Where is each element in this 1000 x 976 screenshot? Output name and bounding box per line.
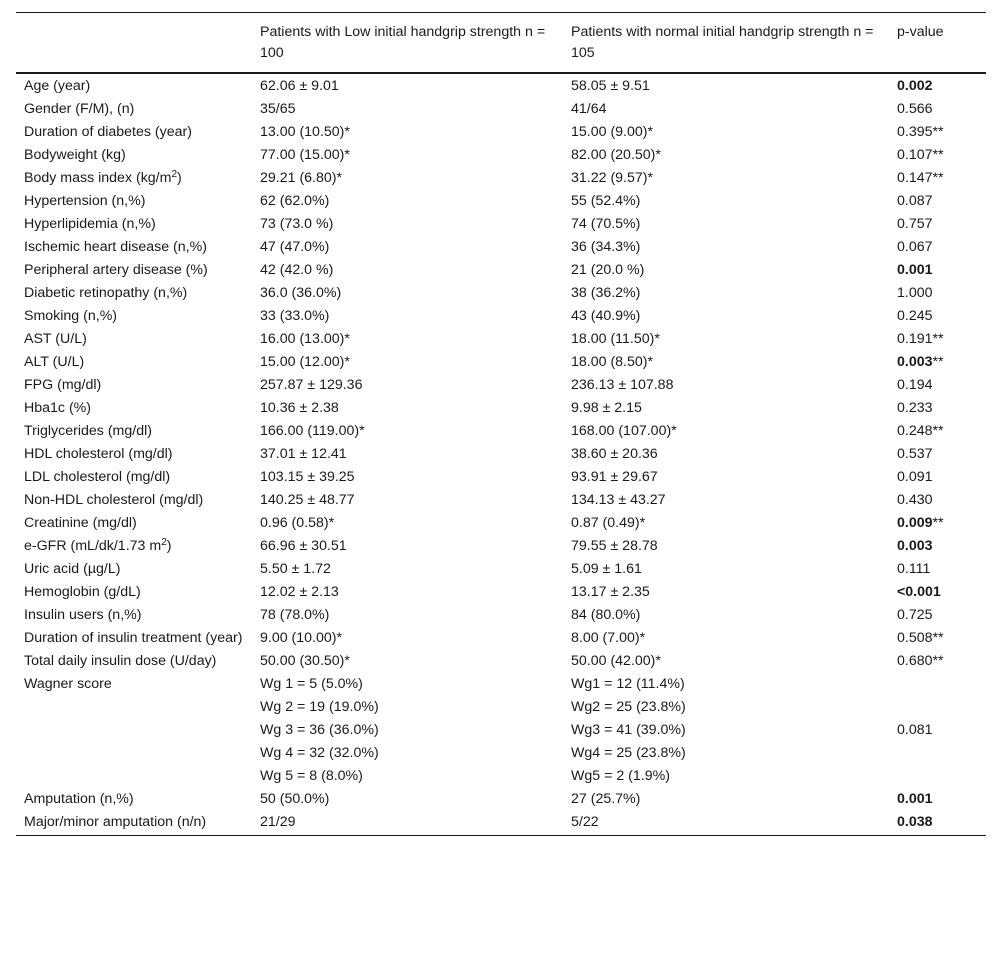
low-handgrip-value: 12.02 ± 2.13 bbox=[260, 584, 339, 600]
normal-handgrip-value: 18.00 (11.50)* bbox=[571, 331, 660, 347]
p-value-number: 0.087 bbox=[897, 193, 933, 209]
normal-handgrip-value: 79.55 ± 28.78 bbox=[571, 538, 658, 554]
low-handgrip-value: Wg 2 = 19 (19.0%) bbox=[260, 699, 379, 715]
p-value bbox=[889, 144, 986, 167]
p-value-number: 1.000 bbox=[897, 285, 933, 301]
normal-handgrip-value: 9.98 ± 2.15 bbox=[571, 400, 642, 416]
p-value-number: 0.107 bbox=[897, 147, 933, 163]
p-value-number: 0.147 bbox=[897, 170, 933, 186]
low-handgrip-value: 37.01 ± 12.41 bbox=[260, 446, 347, 462]
low-handgrip-value: 62.06 ± 9.01 bbox=[260, 78, 339, 94]
row-label bbox=[16, 719, 252, 742]
header-normal-handgrip: Patients with normal initial handgrip strength n = 105 bbox=[571, 24, 874, 61]
header-variable bbox=[16, 13, 252, 74]
normal-handgrip-value: 8.00 (7.00)* bbox=[571, 630, 646, 646]
p-value bbox=[889, 190, 986, 213]
table-row bbox=[16, 259, 986, 282]
p-value-number: 0.003 bbox=[897, 354, 933, 370]
normal-handgrip-value: 5/22 bbox=[571, 814, 599, 830]
row-label: Hemoglobin (g/dL) bbox=[24, 584, 141, 600]
table-row bbox=[16, 788, 986, 811]
table-row bbox=[16, 466, 986, 489]
normal-handgrip-value: 236.13 ± 107.88 bbox=[571, 377, 674, 393]
normal-handgrip-value: 41/64 bbox=[571, 101, 607, 117]
table-row bbox=[16, 650, 986, 673]
normal-handgrip-value: 134.13 ± 43.27 bbox=[571, 492, 666, 508]
normal-handgrip-value: 38.60 ± 20.36 bbox=[571, 446, 658, 462]
row-label: e-GFR (mL/dk/1.73 $m^2$) bbox=[24, 537, 172, 554]
p-value bbox=[889, 420, 986, 443]
p-value-number: 0.091 bbox=[897, 469, 933, 485]
p-value-number: 0.001 bbox=[897, 262, 933, 278]
table-row bbox=[16, 374, 986, 397]
low-handgrip-value: 15.00 (12.00)* bbox=[260, 354, 350, 370]
row-label: ALT (U/L) bbox=[24, 354, 85, 370]
p-value bbox=[889, 466, 986, 489]
table-row bbox=[16, 627, 986, 650]
p-value-number: <0.001 bbox=[897, 584, 941, 600]
low-handgrip-value: 166.00 (119.00)* bbox=[260, 423, 365, 439]
table-row bbox=[16, 696, 986, 719]
normal-handgrip-value: 168.00 (107.00)* bbox=[571, 423, 677, 439]
normal-handgrip-value: 31.22 (9.57)* bbox=[571, 170, 654, 186]
normal-handgrip-value: 15.00 (9.00)* bbox=[571, 124, 654, 140]
p-value bbox=[889, 98, 986, 121]
normal-handgrip-value: Wg2 = 25 (23.8%) bbox=[571, 699, 686, 715]
p-value: 0.081 bbox=[897, 722, 933, 738]
low-handgrip-value: 36.0 (36.0%) bbox=[260, 285, 342, 301]
row-label: Uric acid (µg/L) bbox=[24, 561, 121, 577]
normal-handgrip-value: Wg4 = 25 (23.8%) bbox=[571, 745, 686, 761]
p-value bbox=[889, 73, 986, 98]
normal-handgrip-value: 18.00 (8.50)* bbox=[571, 354, 654, 370]
p-value-number: 0.002 bbox=[897, 78, 933, 94]
p-value-footnote: ** bbox=[932, 515, 944, 531]
p-value-footnote: ** bbox=[932, 147, 944, 163]
row-label: AST (U/L) bbox=[24, 331, 87, 347]
table-row bbox=[16, 420, 986, 443]
p-value-number: 0.508 bbox=[897, 630, 933, 646]
header-p-value: p-value bbox=[897, 24, 944, 40]
row-label: Diabetic retinopathy (n,%) bbox=[24, 285, 188, 301]
p-value bbox=[889, 236, 986, 259]
p-value-number: 0.001 bbox=[897, 791, 933, 807]
header-low-handgrip: Patients with Low initial handgrip strength n = 100 bbox=[260, 24, 546, 61]
p-value bbox=[889, 282, 986, 305]
low-handgrip-value: 50 (50.0%) bbox=[260, 791, 330, 807]
normal-handgrip-value: Wg1 = 12 (11.4%) bbox=[571, 676, 685, 692]
low-handgrip-value: Wg 5 = 8 (8.0%) bbox=[260, 768, 363, 784]
label-superscript: 2 bbox=[161, 537, 167, 548]
table-row bbox=[16, 719, 986, 742]
p-value bbox=[889, 604, 986, 627]
table-row bbox=[16, 811, 986, 836]
table-row bbox=[16, 73, 986, 98]
p-value-footnote: ** bbox=[932, 170, 944, 186]
row-label: HDL cholesterol (mg/dl) bbox=[24, 446, 173, 462]
row-label: Major/minor amputation (n/n) bbox=[24, 814, 207, 830]
normal-handgrip-value: 38 (36.2%) bbox=[571, 285, 641, 301]
low-handgrip-value: 35/65 bbox=[260, 101, 296, 117]
p-value bbox=[889, 167, 986, 190]
table-row bbox=[16, 535, 986, 558]
p-value-number: 0.430 bbox=[897, 492, 933, 508]
p-value-footnote: ** bbox=[932, 423, 944, 439]
normal-handgrip-value: 58.05 ± 9.51 bbox=[571, 78, 650, 94]
row-label: FPG (mg/dl) bbox=[24, 377, 102, 393]
table-row bbox=[16, 765, 986, 788]
p-value-number: 0.757 bbox=[897, 216, 933, 232]
p-value-footnote: ** bbox=[932, 124, 944, 140]
low-handgrip-value: 257.87 ± 129.36 bbox=[260, 377, 363, 393]
table-row bbox=[16, 512, 986, 535]
normal-handgrip-value: 74 (70.5%) bbox=[571, 216, 641, 232]
low-handgrip-value: 77.00 (15.00)* bbox=[260, 147, 350, 163]
p-value-number: 0.248 bbox=[897, 423, 933, 439]
p-value bbox=[889, 811, 986, 836]
row-label bbox=[16, 765, 252, 788]
row-label bbox=[16, 696, 252, 719]
low-handgrip-value: 9.00 (10.00)* bbox=[260, 630, 343, 646]
p-value-footnote: ** bbox=[932, 354, 944, 370]
p-value-number: 0.725 bbox=[897, 607, 933, 623]
row-label: Total daily insulin dose (U/day) bbox=[24, 653, 217, 669]
p-value-number: 0.003 bbox=[897, 538, 933, 554]
normal-handgrip-value: 93.91 ± 29.67 bbox=[571, 469, 658, 485]
p-value-number: 0.009 bbox=[897, 515, 933, 531]
data-table bbox=[16, 12, 986, 836]
p-value bbox=[889, 535, 986, 558]
p-value bbox=[889, 788, 986, 811]
row-label: Hypertension (n,%) bbox=[24, 193, 146, 209]
low-handgrip-value: 13.00 (10.50)* bbox=[260, 124, 350, 140]
low-handgrip-value: 140.25 ± 48.77 bbox=[260, 492, 355, 508]
normal-handgrip-value: 0.87 (0.49)* bbox=[571, 515, 646, 531]
table-row bbox=[16, 328, 986, 351]
row-label: Smoking (n,%) bbox=[24, 308, 118, 324]
p-value bbox=[889, 121, 986, 144]
p-value bbox=[889, 673, 986, 696]
p-value bbox=[889, 696, 986, 719]
p-value bbox=[889, 374, 986, 397]
p-value-number: 0.111 bbox=[897, 561, 931, 577]
p-value bbox=[889, 627, 986, 650]
low-handgrip-value: 21/29 bbox=[260, 814, 296, 830]
table-row bbox=[16, 397, 986, 420]
row-label: Hba1c (%) bbox=[24, 400, 92, 416]
p-value bbox=[889, 765, 986, 788]
low-handgrip-value: 29.21 (6.80)* bbox=[260, 170, 343, 186]
row-label: Duration of insulin treatment (year) bbox=[24, 630, 243, 646]
p-value-number: 0.566 bbox=[897, 101, 933, 117]
table-row bbox=[16, 144, 986, 167]
p-value bbox=[889, 443, 986, 466]
p-value-footnote: ** bbox=[932, 653, 944, 669]
normal-handgrip-value: 43 (40.9%) bbox=[571, 308, 641, 324]
p-value bbox=[889, 512, 986, 535]
normal-handgrip-value: 36 (34.3%) bbox=[571, 239, 641, 255]
low-handgrip-value: 0.96 (0.58)* bbox=[260, 515, 335, 531]
table-container bbox=[16, 12, 986, 836]
table-row bbox=[16, 121, 986, 144]
table-row bbox=[16, 236, 986, 259]
p-value-number: 0.067 bbox=[897, 239, 933, 255]
label-superscript: 2 bbox=[171, 169, 178, 180]
table-row bbox=[16, 213, 986, 236]
p-value-number: 0.233 bbox=[897, 400, 933, 416]
p-value bbox=[889, 213, 986, 236]
table-row bbox=[16, 604, 986, 627]
row-label: Hyperlipidemia (n,%) bbox=[24, 216, 156, 232]
p-value-footnote: ** bbox=[932, 630, 944, 646]
p-value-number: 0.395 bbox=[897, 124, 933, 140]
table-row bbox=[16, 443, 986, 466]
p-value bbox=[889, 558, 986, 581]
p-value-number: 0.038 bbox=[897, 814, 933, 830]
p-value bbox=[889, 259, 986, 282]
row-label: Ischemic heart disease (n,%) bbox=[24, 239, 207, 255]
row-label: LDL cholesterol (mg/dl) bbox=[24, 469, 171, 485]
table-row bbox=[16, 190, 986, 213]
low-handgrip-value: Wg 3 = 36 (36.0%) bbox=[260, 722, 379, 738]
p-value-number: 0.194 bbox=[897, 377, 933, 393]
low-handgrip-value: 47 (47.0%) bbox=[260, 239, 330, 255]
normal-handgrip-value: Wg5 = 2 (1.9%) bbox=[571, 768, 670, 784]
normal-handgrip-value: 5.09 ± 1.61 bbox=[571, 561, 642, 577]
low-handgrip-value: 73 (73.0 %) bbox=[260, 216, 334, 232]
row-label: Peripheral artery disease (%) bbox=[24, 262, 208, 278]
row-label: Non-HDL cholesterol (mg/dl) bbox=[24, 492, 204, 508]
p-value bbox=[889, 328, 986, 351]
normal-handgrip-value: 82.00 (20.50)* bbox=[571, 147, 661, 163]
low-handgrip-value: 16.00 (13.00)* bbox=[260, 331, 350, 347]
low-handgrip-value: Wg 1 = 5 (5.0%) bbox=[260, 676, 363, 692]
p-value bbox=[889, 742, 986, 765]
normal-handgrip-value: 13.17 ± 2.35 bbox=[571, 584, 650, 600]
row-label bbox=[16, 742, 252, 765]
low-handgrip-value: 5.50 ± 1.72 bbox=[260, 561, 331, 577]
low-handgrip-value: 103.15 ± 39.25 bbox=[260, 469, 355, 485]
p-value bbox=[889, 305, 986, 328]
row-label: Age (year) bbox=[24, 78, 91, 94]
table-row bbox=[16, 167, 986, 190]
row-label: Creatinine (mg/dl) bbox=[24, 515, 137, 531]
low-handgrip-value: Wg 4 = 32 (32.0%) bbox=[260, 745, 379, 761]
p-value-number: 0.680 bbox=[897, 653, 933, 669]
table-row bbox=[16, 98, 986, 121]
row-label: Duration of diabetes (year) bbox=[24, 124, 192, 140]
p-value bbox=[889, 351, 986, 374]
low-handgrip-value: 62 (62.0%) bbox=[260, 193, 330, 209]
row-label: Gender (F/M), (n) bbox=[24, 101, 135, 117]
table-row bbox=[16, 305, 986, 328]
table-row bbox=[16, 673, 986, 696]
table-row bbox=[16, 282, 986, 305]
low-handgrip-value: 42 (42.0 %) bbox=[260, 262, 334, 278]
row-label: Bodyweight (kg) bbox=[24, 147, 126, 163]
row-label: Triglycerides (mg/dl) bbox=[24, 423, 152, 439]
p-value bbox=[889, 581, 986, 604]
row-label: Insulin users (n,%) bbox=[24, 607, 142, 623]
row-label: Amputation (n,%) bbox=[24, 791, 134, 807]
normal-handgrip-value: 27 (25.7%) bbox=[571, 791, 641, 807]
normal-handgrip-value: Wg3 = 41 (39.0%) bbox=[571, 722, 686, 738]
p-value bbox=[889, 397, 986, 420]
row-label: Wagner score bbox=[24, 676, 112, 692]
p-value-footnote: ** bbox=[932, 331, 944, 347]
low-handgrip-value: 66.96 ± 30.51 bbox=[260, 538, 347, 554]
normal-handgrip-value: 21 (20.0 %) bbox=[571, 262, 645, 278]
p-value bbox=[889, 489, 986, 512]
table-row bbox=[16, 351, 986, 374]
p-value-number: 0.537 bbox=[897, 446, 933, 462]
row-label: Body mass index $(kg/m^2)$ bbox=[24, 169, 182, 186]
table-body bbox=[16, 73, 986, 836]
table-row bbox=[16, 581, 986, 604]
low-handgrip-value: 33 (33.0%) bbox=[260, 308, 330, 324]
low-handgrip-value: 50.00 (30.50)* bbox=[260, 653, 350, 669]
header-row bbox=[16, 13, 986, 74]
low-handgrip-value: 78 (78.0%) bbox=[260, 607, 330, 623]
table-row bbox=[16, 489, 986, 512]
p-value-number: 0.191 bbox=[897, 331, 933, 347]
table-row bbox=[16, 742, 986, 765]
p-value-number: 0.245 bbox=[897, 308, 933, 324]
p-value bbox=[889, 650, 986, 673]
table-row bbox=[16, 558, 986, 581]
low-handgrip-value: 10.36 ± 2.38 bbox=[260, 400, 339, 416]
normal-handgrip-value: 50.00 (42.00)* bbox=[571, 653, 661, 669]
normal-handgrip-value: 84 (80.0%) bbox=[571, 607, 641, 623]
normal-handgrip-value: 55 (52.4%) bbox=[571, 193, 641, 209]
